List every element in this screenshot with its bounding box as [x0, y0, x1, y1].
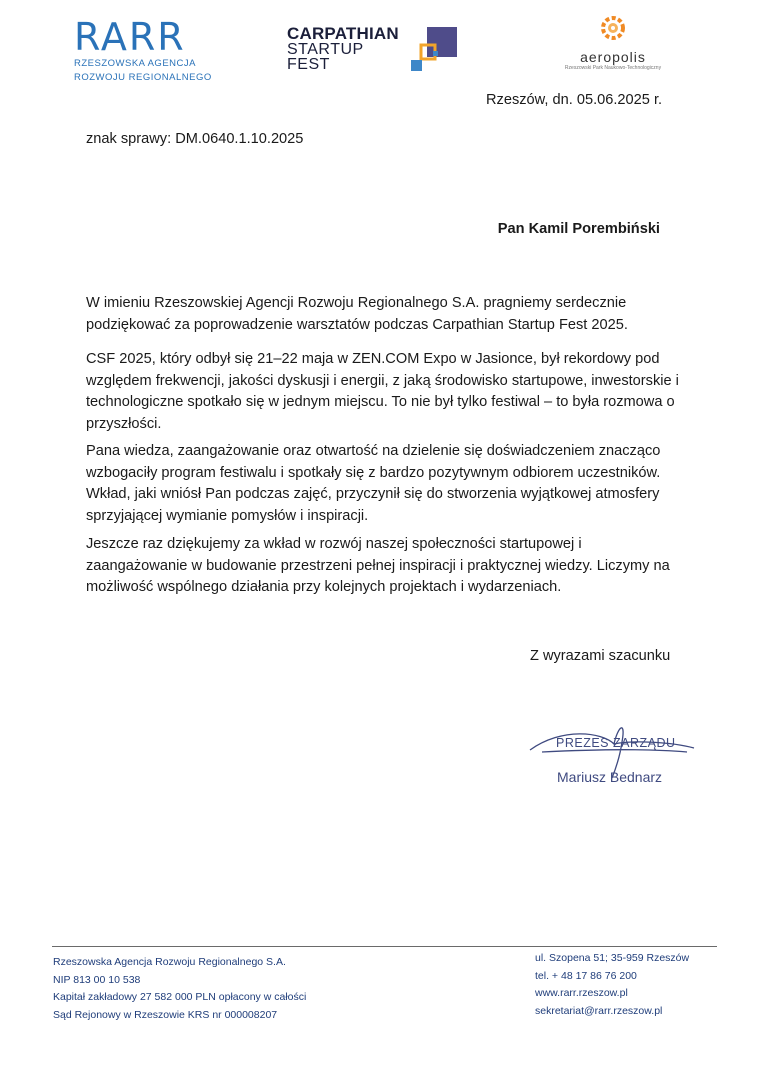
letter-date: Rzeszów, dn. 05.06.2025 r. [486, 92, 663, 108]
csf-logo-mark-icon [410, 27, 458, 73]
footer-contact-info [535, 950, 689, 1020]
rarr-logo-line1: RZESZOWSKA AGENCJA [74, 58, 196, 69]
aeropolis-logo-word: aeropolis [580, 49, 646, 65]
addressee: Pan Kamil Porembiński [497, 221, 660, 237]
footer-nip: NIP 813 00 10 538 [53, 973, 141, 986]
footer-company-info [53, 954, 306, 1024]
footer-divider [52, 946, 717, 947]
rarr-logo-line2: ROZWOJU REGIONALNEGO [74, 72, 212, 83]
aeropolis-logo-sub: Rzeszowski Park Naukowo-Technologiczny [564, 65, 662, 71]
paragraph-3: Pana wiedza, zaangażowanie oraz otwartość na dzielenie się doświadczeniem znacząco wzbogaciły program festiwalu i spotkały się z bardzo pozytywnym odbiorem uczestników. Wkład, jaki wniósł Pan podczas zajęć, przyczynił się do stworzenia wyjątkowej atmosfery sprzyjającej wymianie pomysłów i inspiracji. [86, 443, 661, 524]
closing: Z wyrazami szacunku [530, 648, 671, 664]
aeropolis-logo [563, 14, 663, 71]
rarr-logo [74, 15, 212, 84]
footer-email: sekretariat@rarr.rzeszow.pl [535, 1004, 663, 1017]
paragraph-1: W imieniu Rzeszowskiej Agencji Rozwoju Regionalnego S.A. pragniemy serdecznie podziękować za poprowadzenie warsztatów podczas Carpathian Startup Fest 2025. [86, 295, 628, 333]
paragraph-2: CSF 2025, który odbył się 21–22 maja w ZEN.COM Expo w Jasionce, był rekordowy pod względem frekwencji, jakości dyskusji i energii, z jaką środowisko startupowe, inwestorskie i technologiczne spotkało się w jednym miejscu. To nie był tylko festiwal – to była rozmowa o przyszłości. [86, 351, 679, 432]
footer-website: www.rarr.rzeszow.pl [535, 987, 628, 999]
csf-logo-line3: FEST [287, 56, 330, 73]
signatory-name: Mariusz Bednarz [557, 769, 663, 785]
footer-krs: Sąd Rejonowy w Rzeszowie KRS nr 000008207 [53, 1008, 278, 1021]
rarr-logo-word: RARR [74, 15, 186, 59]
csf-logo-line2: STARTUP [287, 41, 364, 58]
paragraph-4: Jeszcze raz dziękujemy za wkład w rozwój naszej społeczności startupowej i zaangażowanie w budowanie przestrzeni pełnej inspiracji i praktycznej wiedzy. Liczymy na możliwość wspólnego działania przy kolejnych projektach i wydarzeniach. [86, 536, 670, 595]
footer-phone: tel. + 48 17 86 76 200 [535, 969, 637, 982]
csf-logo-line1: CARPATHIAN [287, 24, 399, 43]
footer-company-name: Rzeszowska Agencja Rozwoju Regionalnego S.A. [53, 956, 286, 968]
stamp-title: PREZES ZARZĄDU [556, 736, 676, 750]
reference-number: znak sprawy: DM.0640.1.10.2025 [86, 131, 304, 147]
aeropolis-gear-icon [599, 14, 627, 42]
footer-address: ul. Szopena 51; 35-959 Rzeszów [535, 952, 690, 964]
csf-logo [287, 25, 399, 72]
footer-capital: Kapitał zakładowy 27 582 000 PLN opłacony w całości [53, 991, 307, 1003]
